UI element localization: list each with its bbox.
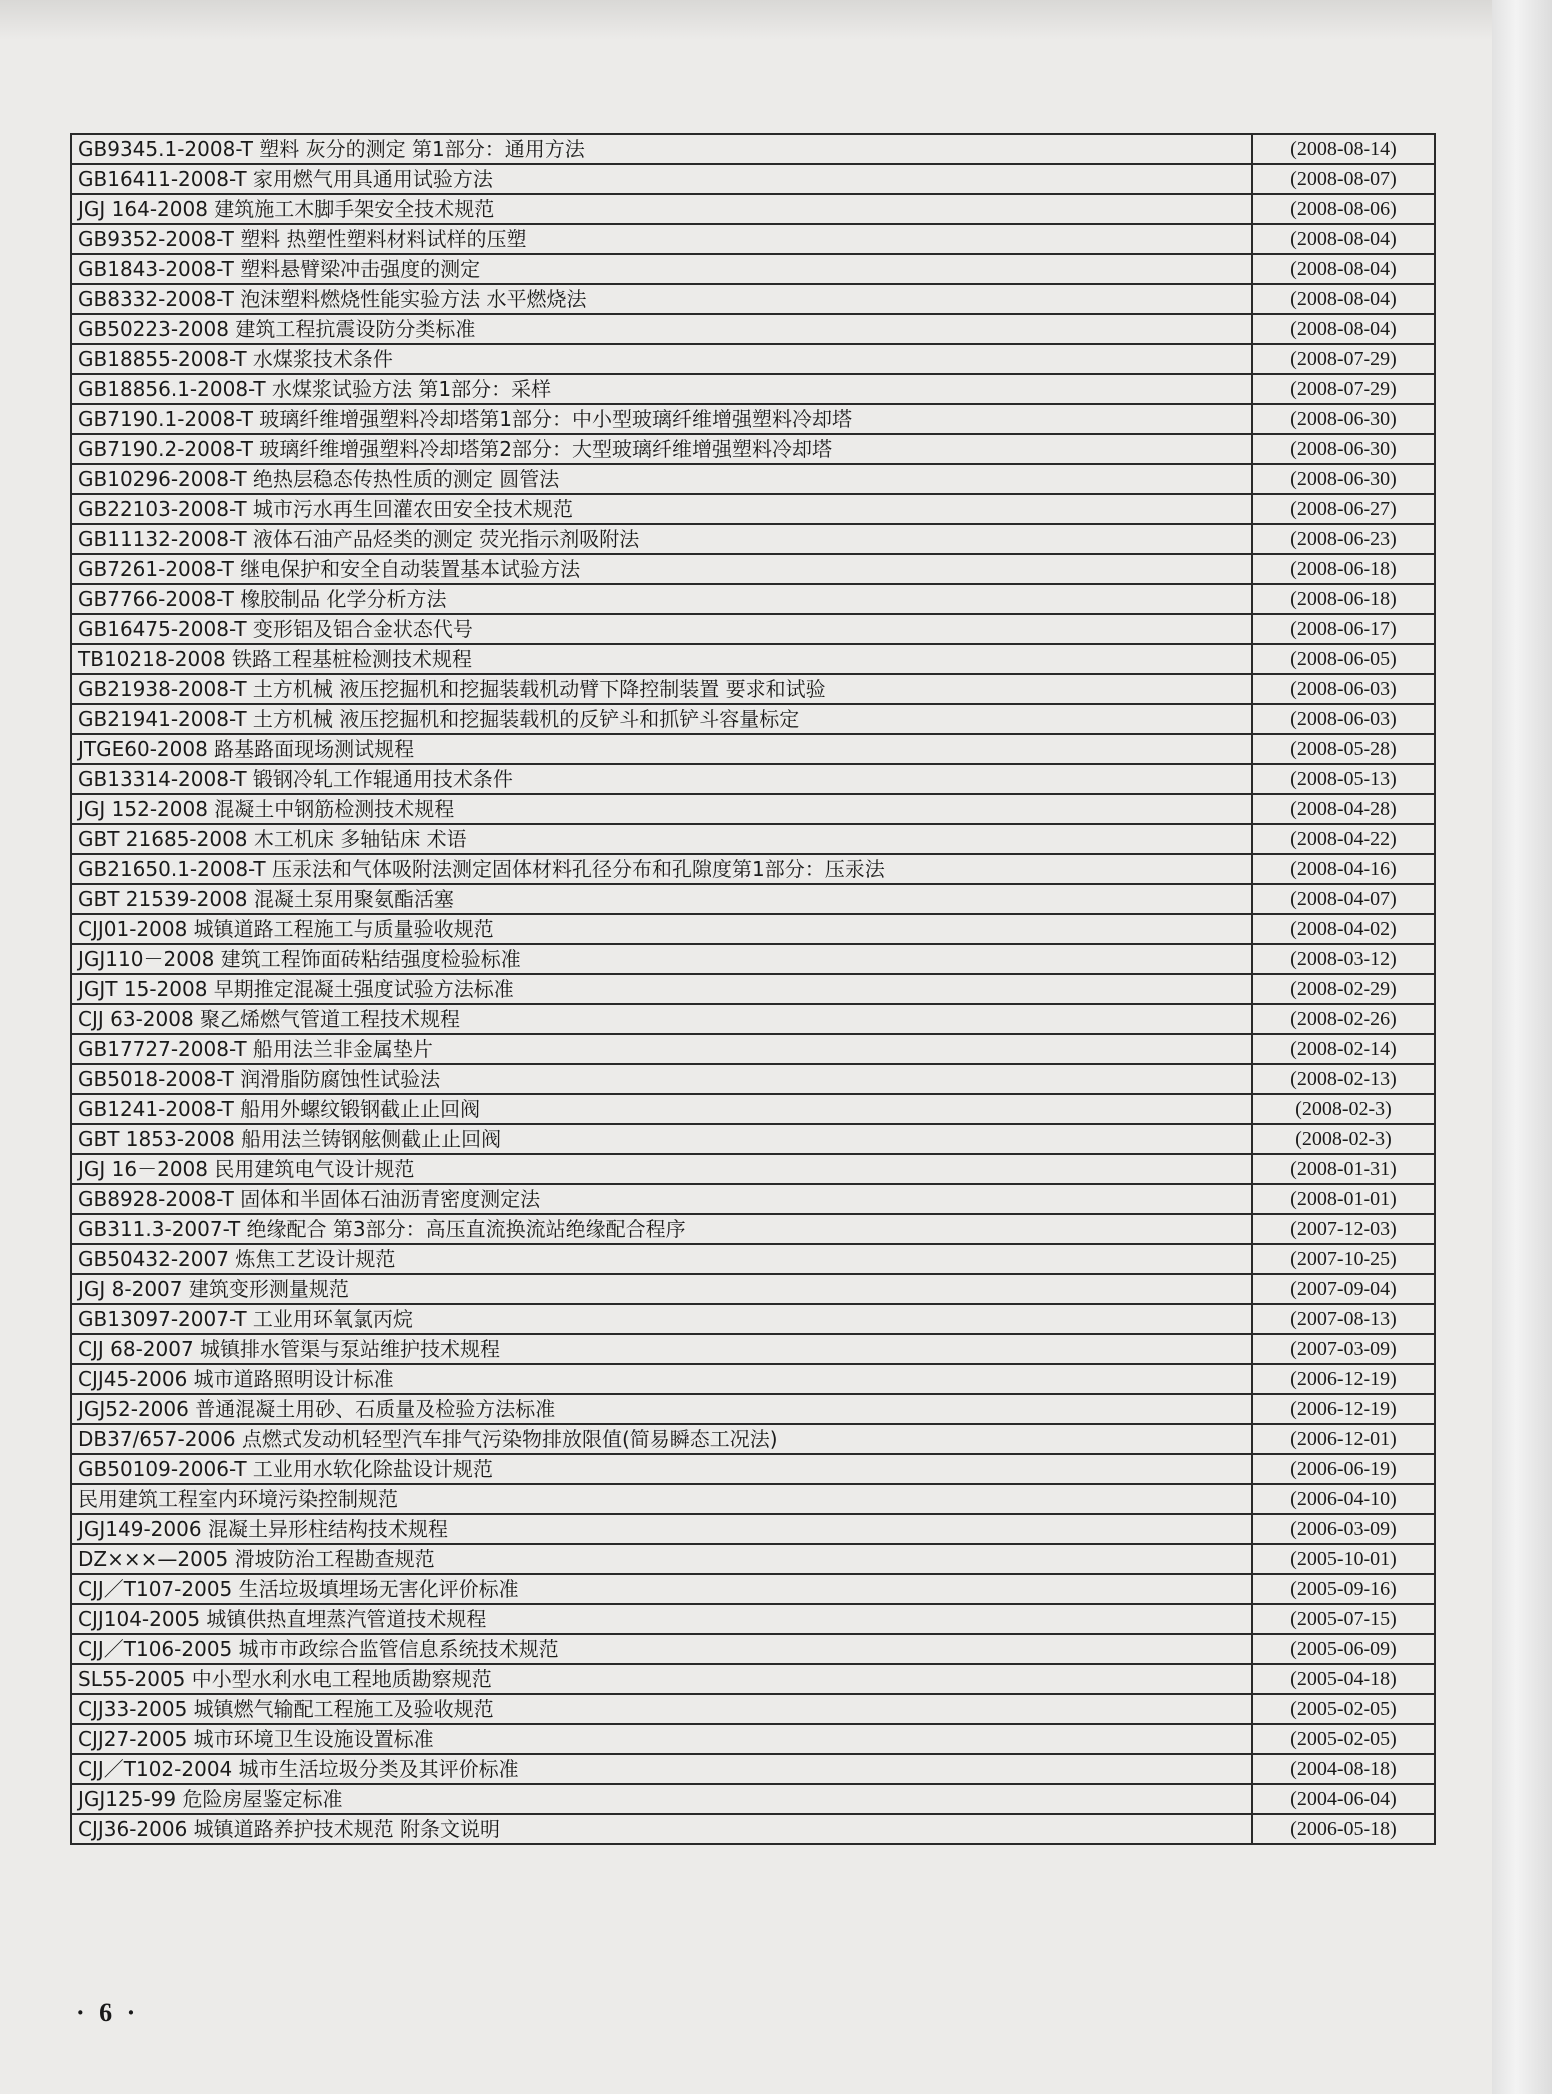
- standard-title-cell: [71, 584, 1252, 614]
- standard-title: GB16475-2008-T 变形铝及铝合金状态代号: [78, 617, 473, 641]
- standard-date: (2008-06-30): [1252, 404, 1435, 434]
- table-row: [71, 584, 1435, 614]
- standard-date: (2008-08-04): [1252, 224, 1435, 254]
- standard-title: CJJ 63-2008 聚乙烯燃气管道工程技术规程: [78, 1007, 461, 1031]
- table-row: [71, 1544, 1435, 1574]
- standard-title: GB16411-2008-T 家用燃气用具通用试验方法: [78, 167, 493, 191]
- standard-date: (2008-06-18): [1252, 554, 1435, 584]
- table-row: [71, 824, 1435, 854]
- standard-title-cell: [71, 1394, 1252, 1424]
- standard-date: (2005-10-01): [1252, 1544, 1435, 1574]
- standard-title: GB9352-2008-T 塑料 热塑性塑料材料试样的压塑: [78, 227, 527, 251]
- standard-title: JGJ125-99 危险房屋鉴定标准: [78, 1787, 343, 1811]
- standard-date: (2008-05-28): [1252, 734, 1435, 764]
- standard-title-cell: [71, 1244, 1252, 1274]
- standard-date: (2008-02-29): [1252, 974, 1435, 1004]
- table-row: [71, 284, 1435, 314]
- standard-date: (2008-06-17): [1252, 614, 1435, 644]
- standard-date: (2008-04-22): [1252, 824, 1435, 854]
- standard-date: (2007-08-13): [1252, 1304, 1435, 1334]
- standard-title-cell: [71, 254, 1252, 284]
- standard-title: CJJ01-2008 城镇道路工程施工与质量验收规范: [78, 917, 494, 941]
- standard-date: (2008-04-02): [1252, 914, 1435, 944]
- standard-title-cell: [71, 1454, 1252, 1484]
- standard-date: (2005-02-05): [1252, 1694, 1435, 1724]
- table-row: [71, 1634, 1435, 1664]
- table-row: [71, 1424, 1435, 1454]
- standard-title: JGJ 16－2008 民用建筑电气设计规范: [78, 1157, 415, 1181]
- standard-title: JGJ 152-2008 混凝土中钢筋检测技术规程: [78, 797, 455, 821]
- standard-title-cell: [71, 1424, 1252, 1454]
- standard-title-cell: [71, 524, 1252, 554]
- table-row: [71, 1214, 1435, 1244]
- standard-date: (2007-12-03): [1252, 1214, 1435, 1244]
- standard-date: (2007-03-09): [1252, 1334, 1435, 1364]
- standard-date: (2008-06-23): [1252, 524, 1435, 554]
- standard-title: GB7261-2008-T 继电保护和安全自动装置基本试验方法: [78, 557, 581, 581]
- standard-date: (2008-07-29): [1252, 374, 1435, 404]
- standard-title: GB18856.1-2008-T 水煤浆试验方法 第1部分：采样: [78, 377, 552, 401]
- standard-title-cell: [71, 1184, 1252, 1214]
- standard-title-cell: [71, 704, 1252, 734]
- standard-title: JGJ110－2008 建筑工程饰面砖粘结强度检验标准: [78, 947, 521, 971]
- standard-title-cell: [71, 374, 1252, 404]
- standard-title-cell: [71, 1364, 1252, 1394]
- standard-title-cell: [71, 974, 1252, 1004]
- standard-title: GB9345.1-2008-T 塑料 灰分的测定 第1部分：通用方法: [78, 137, 585, 161]
- standard-title-cell: [71, 794, 1252, 824]
- standard-date: (2008-06-30): [1252, 464, 1435, 494]
- standard-date: (2008-06-03): [1252, 704, 1435, 734]
- standard-title-cell: [71, 884, 1252, 914]
- standard-title: GB7190.1-2008-T 玻璃纤维增强塑料冷却塔第1部分：中小型玻璃纤维增强塑料冷却塔: [78, 407, 852, 431]
- standard-date: (2008-02-14): [1252, 1034, 1435, 1064]
- standard-title: JGJ 164-2008 建筑施工木脚手架安全技术规范: [78, 197, 495, 221]
- standard-title: GBT 21685-2008 木工机床 多轴钻床 术语: [78, 827, 467, 851]
- table-row: [71, 644, 1435, 674]
- table-row: [71, 1274, 1435, 1304]
- standard-date: (2008-08-04): [1252, 254, 1435, 284]
- standard-title-cell: [71, 194, 1252, 224]
- standard-date: (2008-06-27): [1252, 494, 1435, 524]
- standard-title: CJJ33-2005 城镇燃气输配工程施工及验收规范: [78, 1697, 494, 1721]
- standard-title-cell: [71, 494, 1252, 524]
- table-row: [71, 1124, 1435, 1154]
- standard-title: GB5018-2008-T 润滑脂防腐蚀性试验法: [78, 1067, 441, 1091]
- standard-title: CJJ36-2006 城镇道路养护技术规范 附条文说明: [78, 1817, 501, 1841]
- table-row: [71, 1364, 1435, 1394]
- standard-title-cell: [71, 824, 1252, 854]
- standard-date: (2008-01-31): [1252, 1154, 1435, 1184]
- standard-title: CJJ27-2005 城市环境卫生设施设置标准: [78, 1727, 434, 1751]
- standard-date: (2008-01-01): [1252, 1184, 1435, 1214]
- table-row: [71, 1034, 1435, 1064]
- standard-title: GB18855-2008-T 水煤浆技术条件: [78, 347, 393, 371]
- standard-date: (2008-04-07): [1252, 884, 1435, 914]
- table-row: [71, 884, 1435, 914]
- standard-title-cell: [71, 1124, 1252, 1154]
- table-row: [71, 794, 1435, 824]
- standard-title: CJJ／T102-2004 城市生活垃圾分类及其评价标准: [78, 1757, 519, 1781]
- table-row: [71, 944, 1435, 974]
- table-row: [71, 194, 1435, 224]
- standard-date: (2005-06-09): [1252, 1634, 1435, 1664]
- standard-title-cell: [71, 404, 1252, 434]
- standard-title-cell: [71, 314, 1252, 344]
- standard-date: (2008-08-06): [1252, 194, 1435, 224]
- standard-title: JGJ 8-2007 建筑变形测量规范: [78, 1277, 349, 1301]
- standard-title-cell: [71, 1484, 1252, 1514]
- standard-date: (2008-03-12): [1252, 944, 1435, 974]
- standard-date: (2008-02-26): [1252, 1004, 1435, 1034]
- standard-date: (2004-06-04): [1252, 1784, 1435, 1814]
- table-row: [71, 404, 1435, 434]
- table-row: [71, 224, 1435, 254]
- page-top-shade: [0, 0, 1552, 40]
- standard-date: (2005-02-05): [1252, 1724, 1435, 1754]
- page-number: · 6 ·: [76, 1998, 140, 2027]
- standard-title: GB17727-2008-T 船用法兰非金属垫片: [78, 1037, 433, 1061]
- table-row: [71, 1664, 1435, 1694]
- table-row: [71, 1394, 1435, 1424]
- standard-title-cell: [71, 1604, 1252, 1634]
- standard-title-cell: [71, 164, 1252, 194]
- table-row: [71, 434, 1435, 464]
- table-row: [71, 974, 1435, 1004]
- standard-date: (2008-08-14): [1252, 134, 1435, 164]
- standard-title: GB21650.1-2008-T 压汞法和气体吸附法测定固体材料孔径分布和孔隙度第1部分：压汞法: [78, 857, 885, 881]
- standard-title: SL55-2005 中小型水利水电工程地质勘察规范: [78, 1667, 492, 1691]
- page-edge-shadow: [1492, 0, 1552, 2094]
- standard-date: (2006-06-19): [1252, 1454, 1435, 1484]
- standard-date: (2008-06-03): [1252, 674, 1435, 704]
- table-row: [71, 494, 1435, 524]
- standard-title-cell: [71, 344, 1252, 374]
- standard-title-cell: [71, 134, 1252, 164]
- standard-date: (2004-08-18): [1252, 1754, 1435, 1784]
- standard-title: GB50109-2006-T 工业用水软化除盐设计规范: [78, 1457, 493, 1481]
- table-row: [71, 1784, 1435, 1814]
- standard-title-cell: [71, 464, 1252, 494]
- standard-title-cell: [71, 1544, 1252, 1574]
- standard-title: JGJT 15-2008 早期推定混凝土强度试验方法标准: [78, 977, 514, 1001]
- standard-title: GB21941-2008-T 土方机械 液压挖掘机和挖掘装载机的反铲斗和抓铲斗容量标定: [78, 707, 800, 731]
- standard-title-cell: [71, 944, 1252, 974]
- table-row: [71, 1814, 1435, 1844]
- standard-title: GB7766-2008-T 橡胶制品 化学分析方法: [78, 587, 447, 611]
- standard-date: (2008-04-16): [1252, 854, 1435, 884]
- standard-title-cell: [71, 1724, 1252, 1754]
- table-row: [71, 1724, 1435, 1754]
- table-row: [71, 1694, 1435, 1724]
- table-row: [71, 1334, 1435, 1364]
- standard-date: (2008-08-04): [1252, 284, 1435, 314]
- standard-date: (2008-06-18): [1252, 584, 1435, 614]
- standard-title: TB10218-2008 铁路工程基桩检测技术规程: [78, 647, 473, 671]
- standard-title-cell: [71, 1694, 1252, 1724]
- table-row: [71, 764, 1435, 794]
- standard-title-cell: [71, 1214, 1252, 1244]
- table-row: [71, 734, 1435, 764]
- standard-title-cell: [71, 1034, 1252, 1064]
- standard-title: GB50223-2008 建筑工程抗震设防分类标准: [78, 317, 476, 341]
- table-row: [71, 1304, 1435, 1334]
- standard-title-cell: [71, 764, 1252, 794]
- standard-title: JGJ149-2006 混凝土异形柱结构技术规程: [78, 1517, 448, 1541]
- standard-title: 民用建筑工程室内环境污染控制规范: [78, 1487, 398, 1511]
- standard-title: GB8928-2008-T 固体和半固体石油沥青密度测定法: [78, 1187, 541, 1211]
- standard-date: (2006-03-09): [1252, 1514, 1435, 1544]
- standard-date: (2008-07-29): [1252, 344, 1435, 374]
- table-row: [71, 854, 1435, 884]
- standard-title-cell: [71, 1814, 1252, 1844]
- table-row: [71, 344, 1435, 374]
- standard-title-cell: [71, 1004, 1252, 1034]
- standard-date: (2008-04-28): [1252, 794, 1435, 824]
- standard-date: (2008-08-04): [1252, 314, 1435, 344]
- standard-title: GB1241-2008-T 船用外螺纹锻钢截止止回阀: [78, 1097, 481, 1121]
- standard-title: GB10296-2008-T 绝热层稳态传热性质的测定 圆管法: [78, 467, 560, 491]
- standard-title-cell: [71, 1334, 1252, 1364]
- standard-title-cell: [71, 224, 1252, 254]
- standard-date: (2008-08-07): [1252, 164, 1435, 194]
- table-row: [71, 1484, 1435, 1514]
- table-row: [71, 1094, 1435, 1124]
- standard-title-cell: [71, 734, 1252, 764]
- table-row: [71, 1514, 1435, 1544]
- standard-title-cell: [71, 434, 1252, 464]
- standard-title-cell: [71, 854, 1252, 884]
- standard-date: (2006-04-10): [1252, 1484, 1435, 1514]
- table-row: [71, 1064, 1435, 1094]
- standard-title: GBT 21539-2008 混凝土泵用聚氨酯活塞: [78, 887, 454, 911]
- table-row: [71, 914, 1435, 944]
- standard-title: CJJ／T107-2005 生活垃圾填埋场无害化评价标准: [78, 1577, 519, 1601]
- standard-title: GBT 1853-2008 船用法兰铸钢舷侧截止止回阀: [78, 1127, 502, 1151]
- standard-title-cell: [71, 1094, 1252, 1124]
- standard-title-cell: [71, 284, 1252, 314]
- standard-title-cell: [71, 1064, 1252, 1094]
- standard-title: GB8332-2008-T 泡沫塑料燃烧性能实验方法 水平燃烧法: [78, 287, 587, 311]
- standard-date: (2008-06-05): [1252, 644, 1435, 674]
- standard-date: (2005-07-15): [1252, 1604, 1435, 1634]
- standard-date: (2008-02-3): [1252, 1094, 1435, 1124]
- standard-title: DZ×××—2005 滑坡防治工程勘查规范: [78, 1547, 435, 1571]
- standard-title-cell: [71, 1754, 1252, 1784]
- standard-title-cell: [71, 1304, 1252, 1334]
- standard-title-cell: [71, 614, 1252, 644]
- standard-title: CJJ104-2005 城镇供热直埋蒸汽管道技术规程: [78, 1607, 487, 1631]
- table-row: [71, 254, 1435, 284]
- table-row: [71, 1754, 1435, 1784]
- standard-date: (2005-09-16): [1252, 1574, 1435, 1604]
- standard-title: CJJ45-2006 城市道路照明设计标准: [78, 1367, 394, 1391]
- standard-title-cell: [71, 674, 1252, 704]
- table-row: [71, 464, 1435, 494]
- standard-date: (2007-10-25): [1252, 1244, 1435, 1274]
- table-row: [71, 704, 1435, 734]
- standard-date: (2005-04-18): [1252, 1664, 1435, 1694]
- standards-table: [70, 133, 1436, 1845]
- standard-date: (2006-12-01): [1252, 1424, 1435, 1454]
- standard-title: GB50432-2007 炼焦工艺设计规范: [78, 1247, 396, 1271]
- table-row: [71, 374, 1435, 404]
- table-row: [71, 314, 1435, 344]
- standard-title-cell: [71, 1274, 1252, 1304]
- table-row: [71, 674, 1435, 704]
- table-row: [71, 1154, 1435, 1184]
- standard-date: (2006-12-19): [1252, 1364, 1435, 1394]
- standard-title: GB13314-2008-T 锻钢冷轧工作辊通用技术条件: [78, 767, 513, 791]
- table-row: [71, 1004, 1435, 1034]
- standard-date: (2008-02-3): [1252, 1124, 1435, 1154]
- table-row: [71, 1184, 1435, 1214]
- table-row: [71, 554, 1435, 584]
- standard-date: (2008-02-13): [1252, 1064, 1435, 1094]
- standard-title: CJJ／T106-2005 城市市政综合监管信息系统技术规范: [78, 1637, 559, 1661]
- standard-title: CJJ 68-2007 城镇排水管渠与泵站维护技术规程: [78, 1337, 501, 1361]
- standard-title: GB22103-2008-T 城市污水再生回灌农田安全技术规范: [78, 497, 573, 521]
- standard-title-cell: [71, 1514, 1252, 1544]
- standard-title: JGJ52-2006 普通混凝土用砂、石质量及检验方法标准: [78, 1397, 556, 1421]
- table-row: [71, 1244, 1435, 1274]
- standard-title-cell: [71, 914, 1252, 944]
- standards-table-body: [71, 134, 1435, 1844]
- standard-date: (2006-05-18): [1252, 1814, 1435, 1844]
- standard-title-cell: [71, 1154, 1252, 1184]
- standard-date: (2007-09-04): [1252, 1274, 1435, 1304]
- standard-title: DB37/657-2006 点燃式发动机轻型汽车排气污染物排放限值(简易瞬态工况法): [78, 1427, 778, 1451]
- standard-title-cell: [71, 554, 1252, 584]
- standard-title: GB11132-2008-T 液体石油产品烃类的测定 荧光指示剂吸附法: [78, 527, 640, 551]
- standard-title-cell: [71, 1784, 1252, 1814]
- table-row: [71, 1574, 1435, 1604]
- standard-title-cell: [71, 1574, 1252, 1604]
- standard-title-cell: [71, 1664, 1252, 1694]
- table-row: [71, 134, 1435, 164]
- table-row: [71, 524, 1435, 554]
- table-row: [71, 1454, 1435, 1484]
- table-row: [71, 1604, 1435, 1634]
- standard-date: (2008-05-13): [1252, 764, 1435, 794]
- standard-title-cell: [71, 1634, 1252, 1664]
- standard-date: (2006-12-19): [1252, 1394, 1435, 1424]
- standard-title: GB21938-2008-T 土方机械 液压挖掘机和挖掘装载机动臂下降控制装置 要求和试验: [78, 677, 826, 701]
- standard-title: JTGE60-2008 路基路面现场测试规程: [78, 737, 415, 761]
- standard-title-cell: [71, 644, 1252, 674]
- standard-title: GB13097-2007-T 工业用环氧氯丙烷: [78, 1307, 413, 1331]
- standard-title: GB7190.2-2008-T 玻璃纤维增强塑料冷却塔第2部分：大型玻璃纤维增强塑料冷却塔: [78, 437, 832, 461]
- standard-date: (2008-06-30): [1252, 434, 1435, 464]
- standard-title: GB311.3-2007-T 绝缘配合 第3部分：高压直流换流站绝缘配合程序: [78, 1217, 686, 1241]
- standard-title: GB1843-2008-T 塑料悬臂梁冲击强度的测定: [78, 257, 481, 281]
- table-row: [71, 164, 1435, 194]
- table-row: [71, 614, 1435, 644]
